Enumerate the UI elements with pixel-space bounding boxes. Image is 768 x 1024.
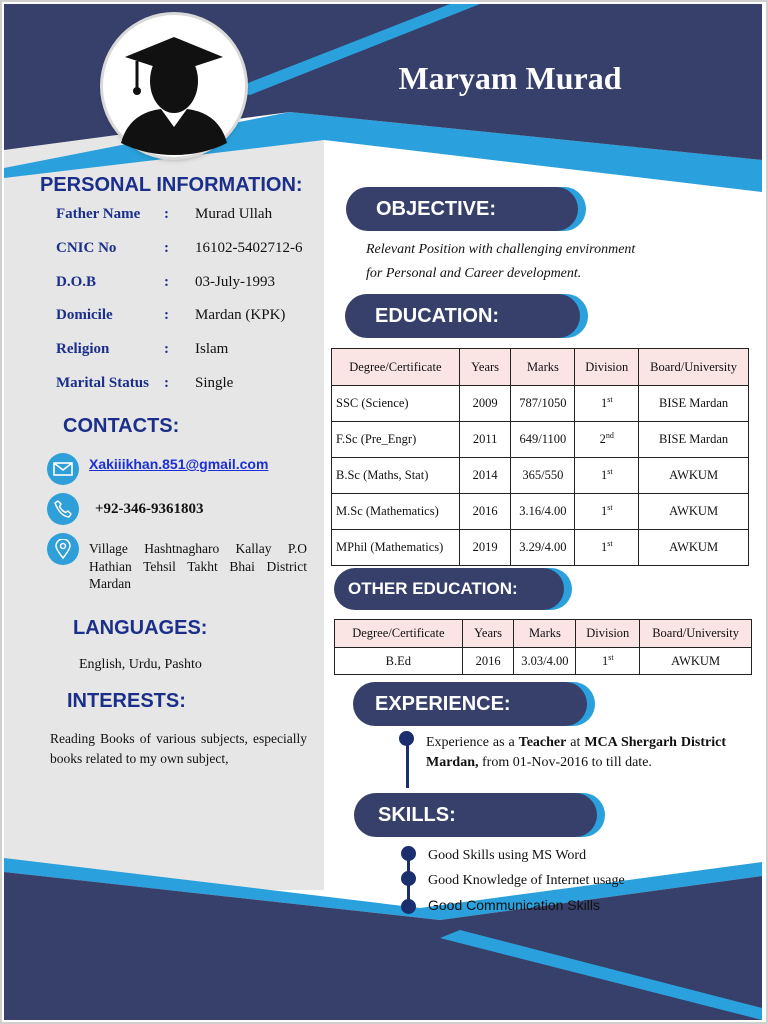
candidate-name: Maryam Murad [398,60,622,96]
table-cell: B.Sc (Maths, Stat) [332,458,460,494]
division-number: 1 [600,504,608,519]
skill-item: Good Knowledge of Internet usage [428,873,625,888]
column-header: Years [462,620,514,648]
table-header-row [332,349,749,386]
column-header: Years [459,349,511,386]
skill-bullet-icon [401,899,416,914]
info-label: D.O.B [56,274,97,290]
phone-number: +92-346-9361803 [95,501,204,517]
interests-text: Reading Books of various subjects, especially books related to my own subject, [50,731,307,766]
email-icon [47,453,79,485]
languages-heading: LANGUAGES: [73,617,208,639]
table-cell: 3.16/4.00 [511,494,575,530]
contacts-heading: CONTACTS: [63,415,180,437]
info-label: Marital Status [56,375,149,391]
objective-heading [346,187,578,231]
other-education-table [334,619,752,675]
info-colon: : [164,206,169,222]
column-header: Board/University [639,349,749,386]
objective-line-1: Relevant Position with challenging environment [366,242,636,257]
division-suffix: st [607,395,613,405]
division-number: 1 [600,396,608,411]
column-header: Division [576,620,640,648]
table-row [332,530,749,566]
table-cell [576,648,640,675]
experience-text [426,733,726,772]
phone-icon [47,493,79,525]
skills-heading-label: SKILLS: [378,803,456,826]
table-cell: AWKUM [639,530,749,566]
skill-item: Good Skills using MS Word [428,848,587,863]
skill-bullet-icon [401,871,416,886]
timeline-bullet-icon [399,731,414,746]
table-cell: 2016 [459,494,511,530]
info-value: 16102-5402712-6 [195,240,303,256]
table-cell: 2014 [459,458,511,494]
table-row [332,458,749,494]
experience-heading-label: EXPERIENCE: [375,692,511,715]
table-row [332,422,749,458]
experience-organization: MCA Shergarh District Mardan, [426,735,726,770]
info-value: Single [195,375,234,391]
table-row [332,386,749,422]
table-cell: 365/550 [511,458,575,494]
table-cell: AWKUM [639,458,749,494]
info-value: Islam [195,341,229,357]
table-cell: 2019 [459,530,511,566]
table-cell: M.Sc (Mathematics) [332,494,460,530]
experience-role: Teacher [518,735,567,750]
division-suffix: st [607,539,613,549]
table-cell: 2011 [459,422,511,458]
table-row [335,648,752,675]
table-row [332,494,749,530]
info-label: Domicile [56,307,113,323]
other-education-heading-label: OTHER EDUCATION: [348,579,518,598]
info-label: Father Name [56,206,141,222]
experience-period: from 01-Nov-2016 to till date. [478,754,652,770]
division-suffix: st [607,467,613,477]
table-cell [575,458,639,494]
skill-bullet-icon [401,846,416,861]
other-education-heading [334,568,564,610]
table-cell: AWKUM [640,648,752,675]
table-cell: 2009 [459,386,511,422]
info-label: CNIC No [56,240,117,256]
column-header: Degree/Certificate [332,349,460,386]
location-pin-icon [47,533,79,565]
table-header-row [335,620,752,648]
table-cell: SSC (Science) [332,386,460,422]
experience-pre: Experience as a [426,735,519,750]
objective-line-2: for Personal and Career development. [366,266,582,281]
education-heading-label: EDUCATION: [375,304,500,327]
languages-text: English, Urdu, Pashto [79,657,202,672]
objective-heading-label: OBJECTIVE: [376,197,497,220]
personal-info-heading: PERSONAL INFORMATION: [40,174,303,196]
column-header: Marks [514,620,576,648]
education-table [331,348,749,566]
table-cell: B.Ed [335,648,463,675]
table-cell: 2016 [462,648,514,675]
info-colon: : [164,240,169,256]
table-cell: 3.29/4.00 [511,530,575,566]
info-colon: : [164,341,169,357]
info-colon: : [164,375,169,391]
division-number: 1 [601,654,609,669]
table-cell: BISE Mardan [639,386,749,422]
table-cell: 649/1100 [511,422,575,458]
division-suffix: st [607,503,613,513]
column-header: Board/University [640,620,752,648]
division-number: 1 [600,540,608,555]
division-suffix: st [608,652,614,662]
table-cell: 787/1050 [511,386,575,422]
column-header: Division [575,349,639,386]
column-header: Marks [511,349,575,386]
table-cell [575,530,639,566]
email-link[interactable]: Xakiiikhan.851@gmail.com [89,456,269,472]
division-number: 1 [600,468,608,483]
table-cell: AWKUM [639,494,749,530]
education-heading [345,294,580,338]
experience-heading [353,682,587,726]
table-cell: BISE Mardan [639,422,749,458]
avatar [103,15,245,157]
experience-at: at [566,735,585,750]
info-colon: : [164,274,169,290]
objective-text [366,238,635,286]
table-cell [575,386,639,422]
table-cell: MPhil (Mathematics) [332,530,460,566]
division-number: 2 [599,432,606,447]
table-cell: 3.03/4.00 [514,648,576,675]
info-label: Religion [56,341,110,357]
info-value: Murad Ullah [195,206,273,222]
table-cell [575,494,639,530]
footer-banner [4,872,762,1020]
info-colon: : [164,307,169,323]
info-value: Mardan (KPK) [195,307,286,323]
address-text: Village Hashtnagharo Kallay P.O Hathian Tehsil Takht Bhai District Mardan [89,541,307,591]
table-cell [575,422,639,458]
graduate-avatar-icon [103,15,245,157]
skill-item: Good Communication Skills [428,897,600,913]
skills-heading [354,793,597,837]
column-header: Degree/Certificate [335,620,463,648]
interests-heading: INTERESTS: [67,690,186,712]
table-cell: F.Sc (Pre_Engr) [332,422,460,458]
division-suffix: nd [605,431,614,441]
info-value: 03-July-1993 [195,274,275,290]
